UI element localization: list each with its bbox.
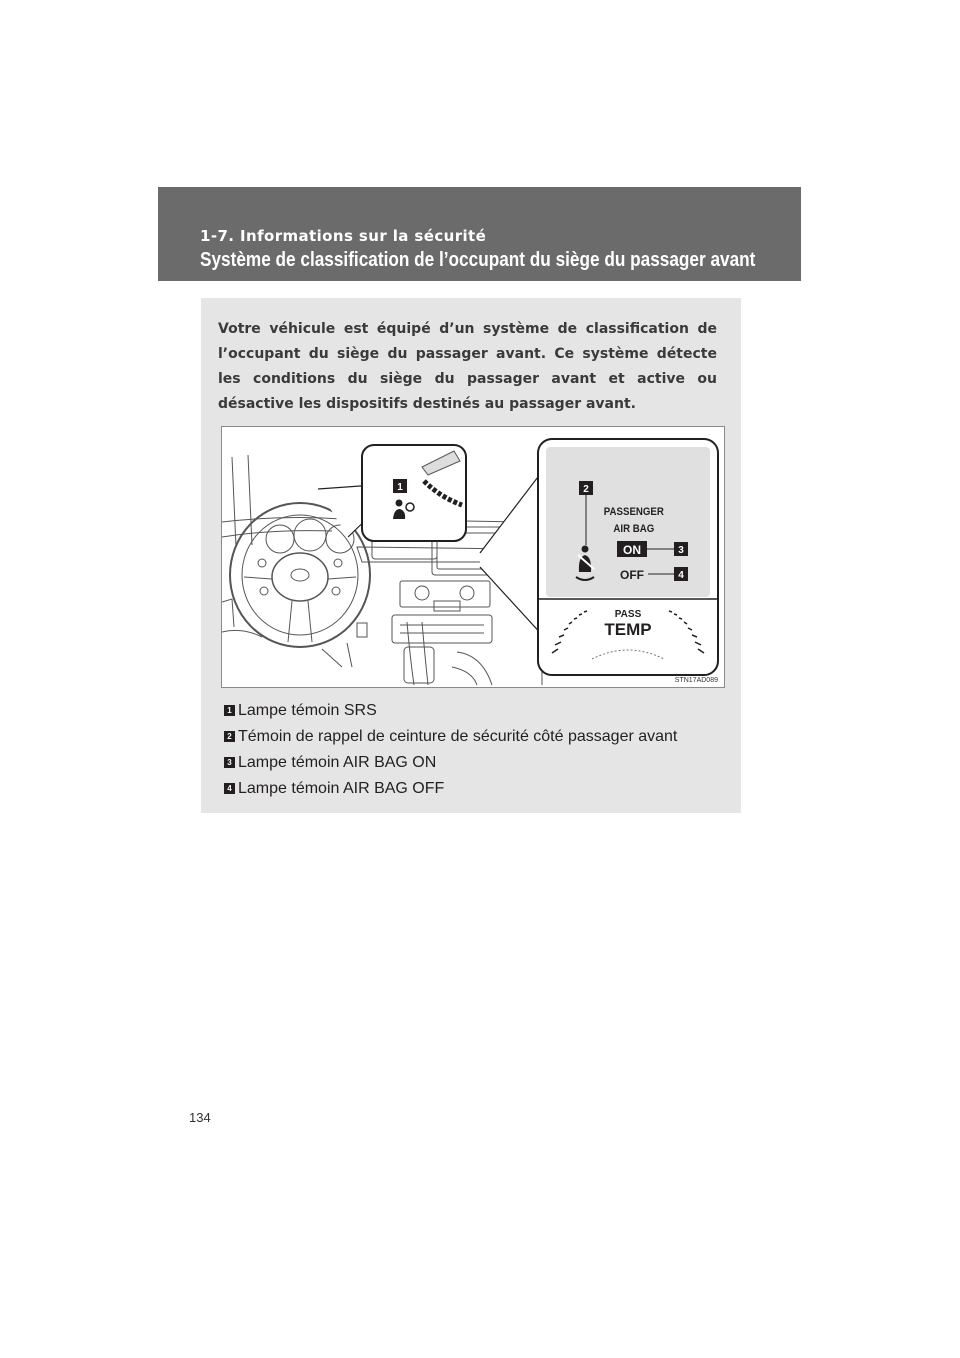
temp-label: TEMP bbox=[604, 620, 652, 639]
legend-item bbox=[224, 724, 677, 749]
callout-4: 4 bbox=[678, 570, 684, 581]
callout-3: 3 bbox=[678, 545, 684, 556]
legend-text: Témoin de rappel de ceinture de sécurité côté passager avant bbox=[238, 727, 678, 745]
legend-text: Lampe témoin AIR BAG OFF bbox=[238, 779, 445, 797]
pass-label: PASS bbox=[614, 609, 642, 620]
legend-number-badge: 3 bbox=[224, 757, 235, 768]
content-panel bbox=[201, 298, 741, 813]
legend-text: Lampe témoin AIR BAG ON bbox=[238, 753, 437, 771]
passenger-label: PASSENGER bbox=[603, 506, 664, 519]
intro-paragraph: Votre véhicule est équipé d’un système de classification de l’occupant du siège du passager avant. Ce système détecte les conditions du siège du passager avant et active ou désactive les dispositifs destinés au passager avant. bbox=[218, 321, 717, 412]
airbag-on-indicator: ON bbox=[623, 543, 641, 557]
figure-code: STN17AD089 bbox=[674, 677, 718, 684]
dashboard-illustration bbox=[221, 426, 725, 688]
legend-item bbox=[224, 698, 677, 723]
legend-number-badge: 1 bbox=[224, 705, 235, 716]
legend-item bbox=[224, 750, 677, 775]
callout-2: 2 bbox=[583, 484, 589, 495]
callout-1: 1 bbox=[397, 482, 403, 493]
legend-item bbox=[224, 776, 677, 801]
srs-lamp-callout bbox=[362, 445, 466, 541]
dashboard-drawing bbox=[222, 427, 724, 687]
airbag-off-indicator: OFF bbox=[620, 568, 644, 582]
airbag-label: AIR BAG bbox=[613, 523, 655, 536]
legend-number-badge: 2 bbox=[224, 731, 235, 742]
section-header bbox=[158, 187, 801, 281]
passenger-airbag-panel bbox=[538, 439, 718, 675]
page-title: Système de classification de l’occupant du siège du passager avant bbox=[200, 249, 756, 271]
legend-number-badge: 4 bbox=[224, 783, 235, 794]
legend-text: Lampe témoin SRS bbox=[238, 701, 377, 719]
legend-list bbox=[224, 698, 677, 802]
page-number: 134 bbox=[189, 1110, 211, 1125]
section-label: 1-7. Informations sur la sécurité bbox=[200, 227, 487, 245]
